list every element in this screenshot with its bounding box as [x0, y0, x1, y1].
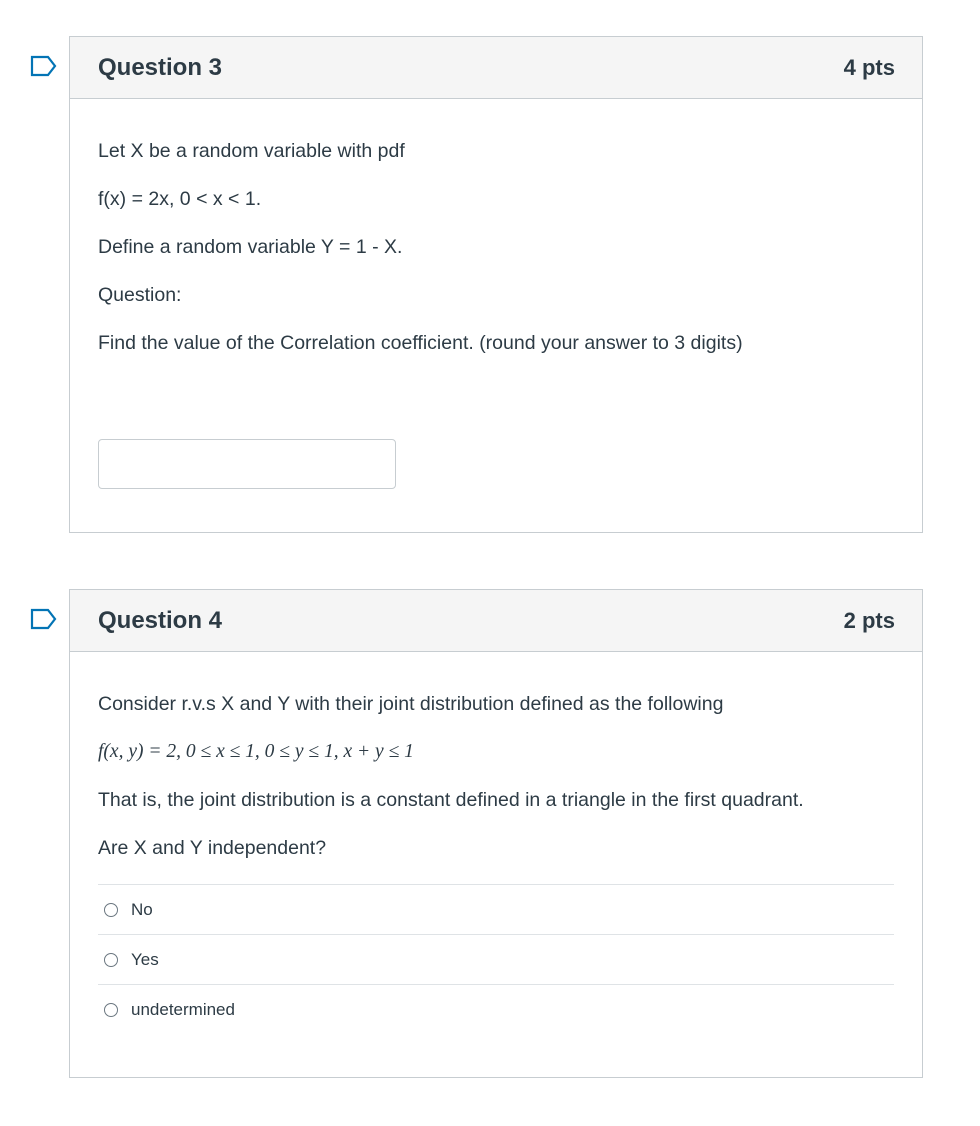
- question-4-text-2: That is, the joint distribution is a constant defined in a triangle in the first quadrant.: [98, 789, 804, 811]
- question-4-answer-list: [98, 884, 894, 1035]
- question-3-body: [70, 99, 922, 529]
- answer-label-undetermined: undetermined: [131, 1000, 235, 1019]
- radio-unchecked-icon[interactable]: [104, 903, 118, 917]
- flag-question-3-icon[interactable]: [30, 55, 58, 77]
- question-3-title: Question 3: [98, 53, 223, 81]
- answer-option-undetermined[interactable]: [98, 985, 894, 1035]
- question-4-card: [69, 589, 923, 1078]
- answer-label-yes: Yes: [131, 949, 159, 969]
- flag-question-4-icon[interactable]: [30, 608, 58, 630]
- question-3-answer-input[interactable]: [98, 439, 396, 489]
- question-3-header: [70, 37, 922, 99]
- question-3-text-5: Find the value of the Correlation coefficient. (round your answer to 3 digits): [98, 332, 743, 354]
- question-3-card: [69, 36, 923, 533]
- question-4-title: Question 4: [98, 606, 223, 634]
- answer-option-no[interactable]: [98, 885, 894, 935]
- question-4-formula: f(x, y) = 2, 0 ≤ x ≤ 1, 0 ≤ y ≤ 1, x + y ≤ 1: [98, 741, 414, 762]
- answer-option-yes[interactable]: [98, 935, 894, 985]
- radio-unchecked-icon[interactable]: [104, 953, 118, 967]
- question-4-header: [70, 590, 922, 652]
- question-4-text-1: Consider r.v.s X and Y with their joint distribution defined as the following: [98, 693, 724, 715]
- question-3-text-4: Question:: [98, 284, 182, 306]
- question-4-text-3: Are X and Y independent?: [98, 837, 327, 859]
- question-4-body: [70, 652, 922, 1055]
- question-3-text-3: Define a random variable Y = 1 - X.: [98, 236, 403, 258]
- radio-unchecked-icon[interactable]: [104, 1003, 118, 1017]
- question-3-points: 4 pts: [843, 54, 895, 80]
- answer-label-no: No: [131, 899, 153, 919]
- question-3-text-2: f(x) = 2x, 0 < x < 1.: [98, 188, 262, 210]
- question-3-text-1: Let X be a random variable with pdf: [98, 140, 405, 162]
- question-4-points: 2 pts: [843, 607, 895, 633]
